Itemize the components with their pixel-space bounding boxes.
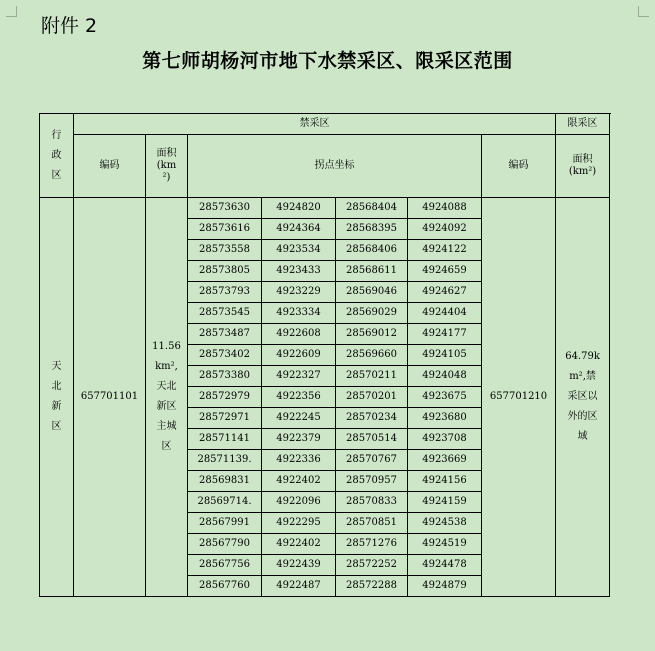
coordinate-cell: 28569660 (336, 345, 408, 366)
coordinate-cell: 4924105 (408, 345, 482, 366)
coordinate-cell: 28567790 (188, 534, 262, 555)
coordinate-cell: 4923334 (262, 303, 336, 324)
coordinate-cell: 28571141 (188, 429, 262, 450)
coordinate-cell: 4922609 (262, 345, 336, 366)
zone-table (39, 113, 610, 597)
coordinate-cell: 28573805 (188, 261, 262, 282)
coordinate-cell: 28568611 (336, 261, 408, 282)
coordinate-cell: 28570234 (336, 408, 408, 429)
coordinate-cell: 4924092 (408, 219, 482, 240)
coordinate-cell: 28570851 (336, 513, 408, 534)
coordinate-cell: 4924659 (408, 261, 482, 282)
coordinate-cell: 4924159 (408, 492, 482, 513)
attachment-label: 附件 2 (41, 15, 98, 37)
coordinate-cell: 4924538 (408, 513, 482, 534)
coordinate-cell: 4922402 (262, 471, 336, 492)
coordinate-cell: 28567756 (188, 555, 262, 576)
coordinate-cell: 4923708 (408, 429, 482, 450)
document-title: 第七师胡杨河市地下水禁采区、限采区范围 (142, 50, 513, 72)
coordinate-cell: 4924404 (408, 303, 482, 324)
coordinate-cell: 28568395 (336, 219, 408, 240)
coordinate-cell: 4924048 (408, 366, 482, 387)
coordinate-cell: 28570201 (336, 387, 408, 408)
prohibited-area-cell: 11.56 km², 天北 新区 主城 区 (146, 198, 188, 597)
coordinate-cell: 28573793 (188, 282, 262, 303)
coordinate-cell: 4924879 (408, 576, 482, 597)
coordinate-cell: 28573402 (188, 345, 262, 366)
coordinate-cell: 4922487 (262, 576, 336, 597)
coordinate-cell: 28567760 (188, 576, 262, 597)
coordinate-cell: 28572288 (336, 576, 408, 597)
coordinate-cell: 4924088 (408, 198, 482, 219)
corner-mark-top-right (638, 6, 649, 17)
coordinate-cell: 4922096 (262, 492, 336, 513)
coordinate-cell: 4922402 (262, 534, 336, 555)
coordinate-cell: 4924122 (408, 240, 482, 261)
header-restricted-zone: 限采区 (556, 114, 610, 135)
coordinate-cell: 4923229 (262, 282, 336, 303)
header-code: 编码 (74, 135, 146, 198)
coordinate-cell: 28569046 (336, 282, 408, 303)
coordinate-cell: 4922356 (262, 387, 336, 408)
coordinate-cell: 4923680 (408, 408, 482, 429)
coordinate-cell: 4924627 (408, 282, 482, 303)
coordinate-cell: 28570211 (336, 366, 408, 387)
coordinate-cell: 4923433 (262, 261, 336, 282)
coordinate-cell: 4923669 (408, 450, 482, 471)
coordinate-cell: 28568404 (336, 198, 408, 219)
coordinate-cell: 28570767 (336, 450, 408, 471)
coordinate-cell: 4924156 (408, 471, 482, 492)
coordinate-cell: 4922379 (262, 429, 336, 450)
restricted-code-cell: 657701210 (482, 198, 556, 597)
coordinate-cell: 4924364 (262, 219, 336, 240)
coordinate-cell: 28573545 (188, 303, 262, 324)
coordinate-cell: 4923675 (408, 387, 482, 408)
coordinate-cell: 28570514 (336, 429, 408, 450)
coordinate-cell: 4924519 (408, 534, 482, 555)
coordinate-cell: 28570957 (336, 471, 408, 492)
header-area-restricted: 面积 (km²) (556, 135, 610, 198)
coordinate-cell: 28569029 (336, 303, 408, 324)
coordinate-cell: 28569831 (188, 471, 262, 492)
table-row (40, 198, 610, 219)
coordinate-cell: 4923534 (262, 240, 336, 261)
header-admin-region: 行 政 区 (40, 114, 74, 198)
coordinate-cell: 28570833 (336, 492, 408, 513)
coordinate-cell: 28573487 (188, 324, 262, 345)
header-area: 面积 (km ²) (146, 135, 188, 198)
prohibited-code-cell: 657701101 (74, 198, 146, 597)
coordinate-cell: 4924177 (408, 324, 482, 345)
coordinate-cell: 28572979 (188, 387, 262, 408)
header-code-restricted: 编码 (482, 135, 556, 198)
coordinate-cell: 4922295 (262, 513, 336, 534)
coordinate-cell: 4922327 (262, 366, 336, 387)
coordinate-cell: 28573380 (188, 366, 262, 387)
coordinate-cell: 28572971 (188, 408, 262, 429)
restricted-area-cell: 64.79k m²,禁 采区以 外的区 域 (556, 198, 610, 597)
coordinate-cell: 28568406 (336, 240, 408, 261)
coordinate-cell: 28571276 (336, 534, 408, 555)
header-corner-coordinates: 拐点坐标 (188, 135, 482, 198)
coordinate-cell: 4924478 (408, 555, 482, 576)
coordinate-cell: 4924820 (262, 198, 336, 219)
coordinate-cell: 28569714. (188, 492, 262, 513)
coordinate-cell: 28573558 (188, 240, 262, 261)
coordinate-cell: 4922608 (262, 324, 336, 345)
coordinate-cell: 28573630 (188, 198, 262, 219)
header-prohibited-zone: 禁采区 (74, 114, 556, 135)
coordinate-cell: 28571139. (188, 450, 262, 471)
coordinate-cell: 28573616 (188, 219, 262, 240)
coordinate-cell: 4922439 (262, 555, 336, 576)
corner-mark-top-left (6, 6, 17, 17)
coordinate-cell: 4922245 (262, 408, 336, 429)
coordinate-cell: 28567991 (188, 513, 262, 534)
coordinate-cell: 4922336 (262, 450, 336, 471)
coordinate-cell: 28572252 (336, 555, 408, 576)
coordinate-cell: 28569012 (336, 324, 408, 345)
region-name-cell: 天 北 新 区 (40, 198, 74, 597)
